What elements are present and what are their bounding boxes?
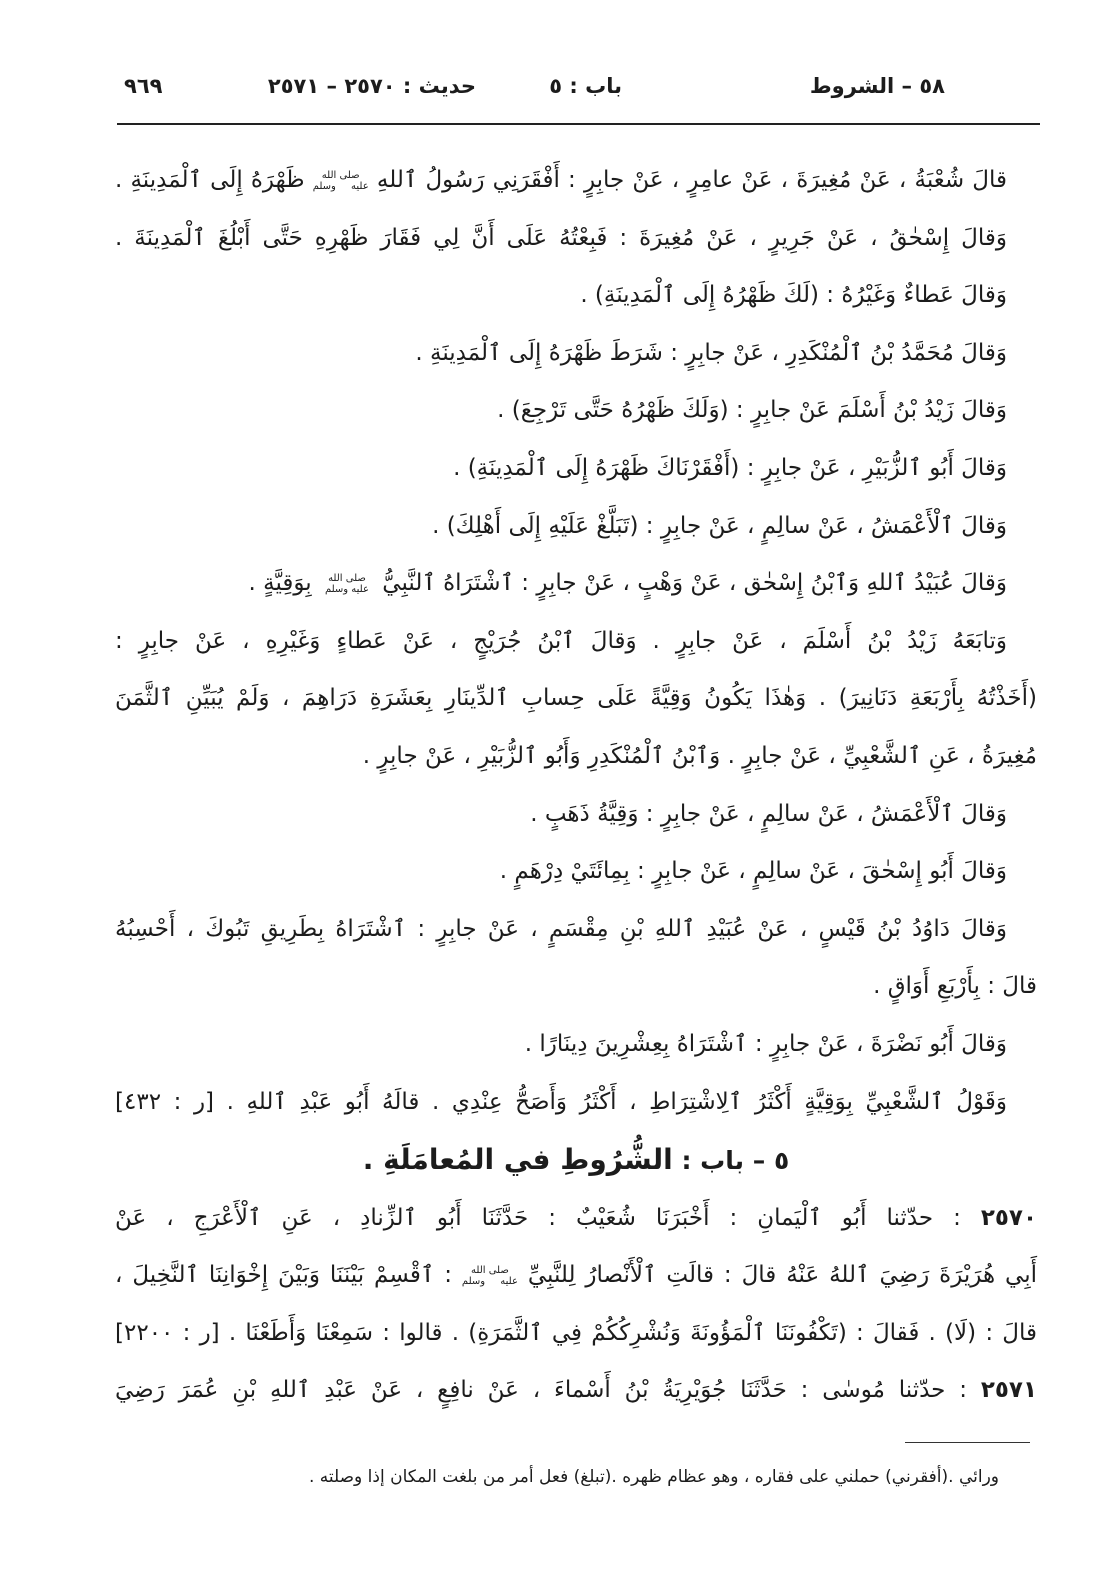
chapter-heading-title: الشُّرُوطِ في المُعامَلَةِ . [362, 1143, 673, 1177]
hadith-number: ٢٥٧١ [980, 1377, 1038, 1404]
line-text: أَبِي هُرَيْرَةَ رَضِيَ ٱللهُ عَنْهُ قالَ : قالَتِ ٱلْأَنْصارُ لِلنَّبِيِّ [527, 1262, 1038, 1289]
text-line: وَقالَ زَيْدُ بْنُ أَسْلَمَ عَنْ جابِرٍ : (وَلَكَ ظَهْرُهُ حَتَّى تَرْجِعَ) . [497, 397, 1007, 424]
honorific-mark: صلى الله عليه وسلم [324, 572, 369, 595]
running-head-chapter: باب : ٥ [549, 74, 622, 98]
text-line: وَقَوْلُ ٱلشَّعْبِيِّ بِوَقِيَّةٍ أَكْثَرُ ٱلِاشْتِرَاطِ ، أَكْثَرُ وَأَصَحُّ عِنْدِي . قالَهُ أَبُو عَبْدِ ٱللهِ . [ر : ٤٣٢] [115, 1088, 1007, 1115]
text-line [115, 555, 1037, 613]
line-text: قالَ شُعْبَةُ ، عَنْ مُغِيرَةَ ، عَنْ عامِرٍ ، عَنْ جابِرٍ : أَفْقَرَنِي رَسُولُ ٱللهِ [376, 167, 1008, 193]
chapter-heading-prefix: ٥ – باب : [681, 1146, 790, 1176]
honorific-mark: صلى الله عليه وسلم [461, 1264, 518, 1287]
text-line: قالَ : بِأَرْبَعِ أَوَاقٍ . [873, 973, 1037, 1000]
text-line: وَقالَ ٱلْأَعْمَشُ ، عَنْ سالِمٍ ، عَنْ جابِرٍ : (تَبَلَّغْ عَلَيْهِ إِلَى أَهْلِكَ) . [432, 512, 1007, 539]
running-head-hadith-range: حديث : ٢٥٧٠ – ٢٥٧١ [267, 74, 476, 98]
text-line [115, 1362, 1037, 1420]
text-line: (أَخَذْتُهُ بِأَرْبَعَةِ دَنَانِيرَ) . وَهٰذَا يَكُونُ وَقِيَّةً عَلَى حِسابِ ٱلدِّينَارِ بِعَشَرَةِ دَرَاهِمَ ، وَلَمْ يُبَيِّنِ ٱلثَّمَنَ [115, 685, 1037, 712]
running-head-book: ٥٨ – الشروط [809, 74, 945, 98]
text-line: وَتابَعَهُ زَيْدُ بْنُ أَسْلَمَ ، عَنْ جابِرٍ . وَقالَ ٱبْنُ جُرَيْجٍ ، عَنْ عَطاءٍ وَغَيْرِهِ ، عَنْ جابِرٍ : [115, 627, 1007, 654]
hadith-number: ٢٥٧٠ [980, 1204, 1037, 1231]
footnote-rule [905, 1442, 1030, 1443]
text-line: وَقالَ دَاوُدُ بْنُ قَيْسٍ ، عَنْ عُبَيْدِ ٱللهِ بْنِ مِقْسَمٍ ، عَنْ جابِرٍ : ٱشْتَرَاهُ بِطَرِيقِ تَبُوكَ ، أَحْسِبُهُ [115, 915, 1007, 942]
line-text: : حدّثنا مُوسٰى : حَدَّثَنَا جُوَيْرِيَةُ بْنُ أَسْماءَ ، عَنْ نافِعٍ ، عَنْ عَبْدِ ٱللهِ بْنِ عُمَرَ رَضِيَ [115, 1377, 967, 1404]
line-text: : حدّثنا أَبُو ٱلْيَمانِ : أَخْبَرَنَا شُعَيْبٌ : حَدَّثَنَا أَبُو ٱلزِّنادِ ، عَنِ ٱلْأَعْرَجِ ، عَنْ [115, 1204, 961, 1231]
text-line: وَقالَ أَبُو ٱلزُّبَيْرِ ، عَنْ جابِرٍ : (أَفْقَرْنَاكَ ظَهْرَهُ إِلَى ٱلْمَدِينَةِ) . [453, 454, 1007, 481]
page-body [115, 152, 1037, 1420]
chapter-heading [115, 1131, 1037, 1190]
honorific-mark: صلى الله عليه وسلم [312, 169, 369, 192]
line-text: ظَهْرَهُ إِلَى ٱلْمَدِينَةِ . [115, 167, 305, 193]
text-line [115, 1247, 1037, 1305]
text-line [115, 152, 1037, 210]
text-line: وَقالَ إِسْحٰقُ ، عَنْ جَرِيرٍ ، عَنْ مُغِيرَةَ : فَبِعْتُهُ عَلَى أَنَّ لِي فَقَارَ ظَهْرِهِ حَتَّى أَبْلُغَ ٱلْمَدِينَةَ . [115, 224, 1007, 251]
text-line: وَقالَ ٱلْأَعْمَشُ ، عَنْ سالِمٍ ، عَنْ جابِرٍ : وَقِيَّةُ ذَهَبٍ . [530, 800, 1007, 827]
text-line: وَقالَ أَبُو إِسْحٰقَ ، عَنْ سالِمٍ ، عَنْ جابِرٍ : بِمِائَتَيْ دِرْهَمٍ . [499, 858, 1007, 885]
text-line: وَقالَ عَطاءٌ وَغَيْرُهُ : (لَكَ ظَهْرُهُ إِلَى ٱلْمَدِينَةِ) . [580, 282, 1007, 309]
text-line [115, 1190, 1037, 1248]
line-text: بِوَقِيَّةٍ . [248, 570, 312, 597]
text-line: قالَ : (لَا) . فَقالَ : (تَكْفُونَنَا ٱلْمَؤُونَةَ وَنُشْرِكُكُمْ فِي ٱلثَّمَرَةِ) . قالوا : سَمِعْنَا وَأَطَعْنَا . [ر : ٢٢٠٠] [115, 1319, 1037, 1346]
text-line: مُغِيرَةُ ، عَنِ ٱلشَّعْبِيِّ ، عَنْ جابِرٍ . وَٱبْنُ ٱلْمُنْكَدِرِ وَأَبُو ٱلزُّبَيْرِ ، عَنْ جابِرٍ . [362, 742, 1037, 769]
line-text: : ٱقْسِمْ بَيْنَنَا وَبَيْنَ إِخْوَانِنَا ٱلنَّخِيلَ ، [115, 1262, 452, 1289]
text-line: وَقالَ أَبُو نَضْرَةَ ، عَنْ جابِرٍ : ٱشْتَرَاهُ بِعِشْرِينَ دِينَارًا . [524, 1030, 1007, 1057]
header-rule [117, 123, 1040, 125]
page-number: ٩٦٩ [124, 74, 163, 98]
line-text: وَقالَ عُبَيْدُ ٱللهِ وَٱبْنُ إِسْحٰق ، عَنْ وَهْبٍ ، عَنْ جابِرٍ : ٱشْتَرَاهُ ٱلنَّبِيُّ [382, 570, 1007, 597]
footnote: ورائي .(أفقرني) حملني على فقاره ، وهو عظام ظهره .(تبلغ) فعل أمر من بلغت المكان إذا وصلته . [308, 1467, 999, 1487]
text-line: وَقالَ مُحَمَّدُ بْنُ ٱلْمُنْكَدِرِ ، عَنْ جابِرٍ : شَرَطَ ظَهْرَهُ إِلَى ٱلْمَدِينَةِ . [415, 339, 1007, 366]
